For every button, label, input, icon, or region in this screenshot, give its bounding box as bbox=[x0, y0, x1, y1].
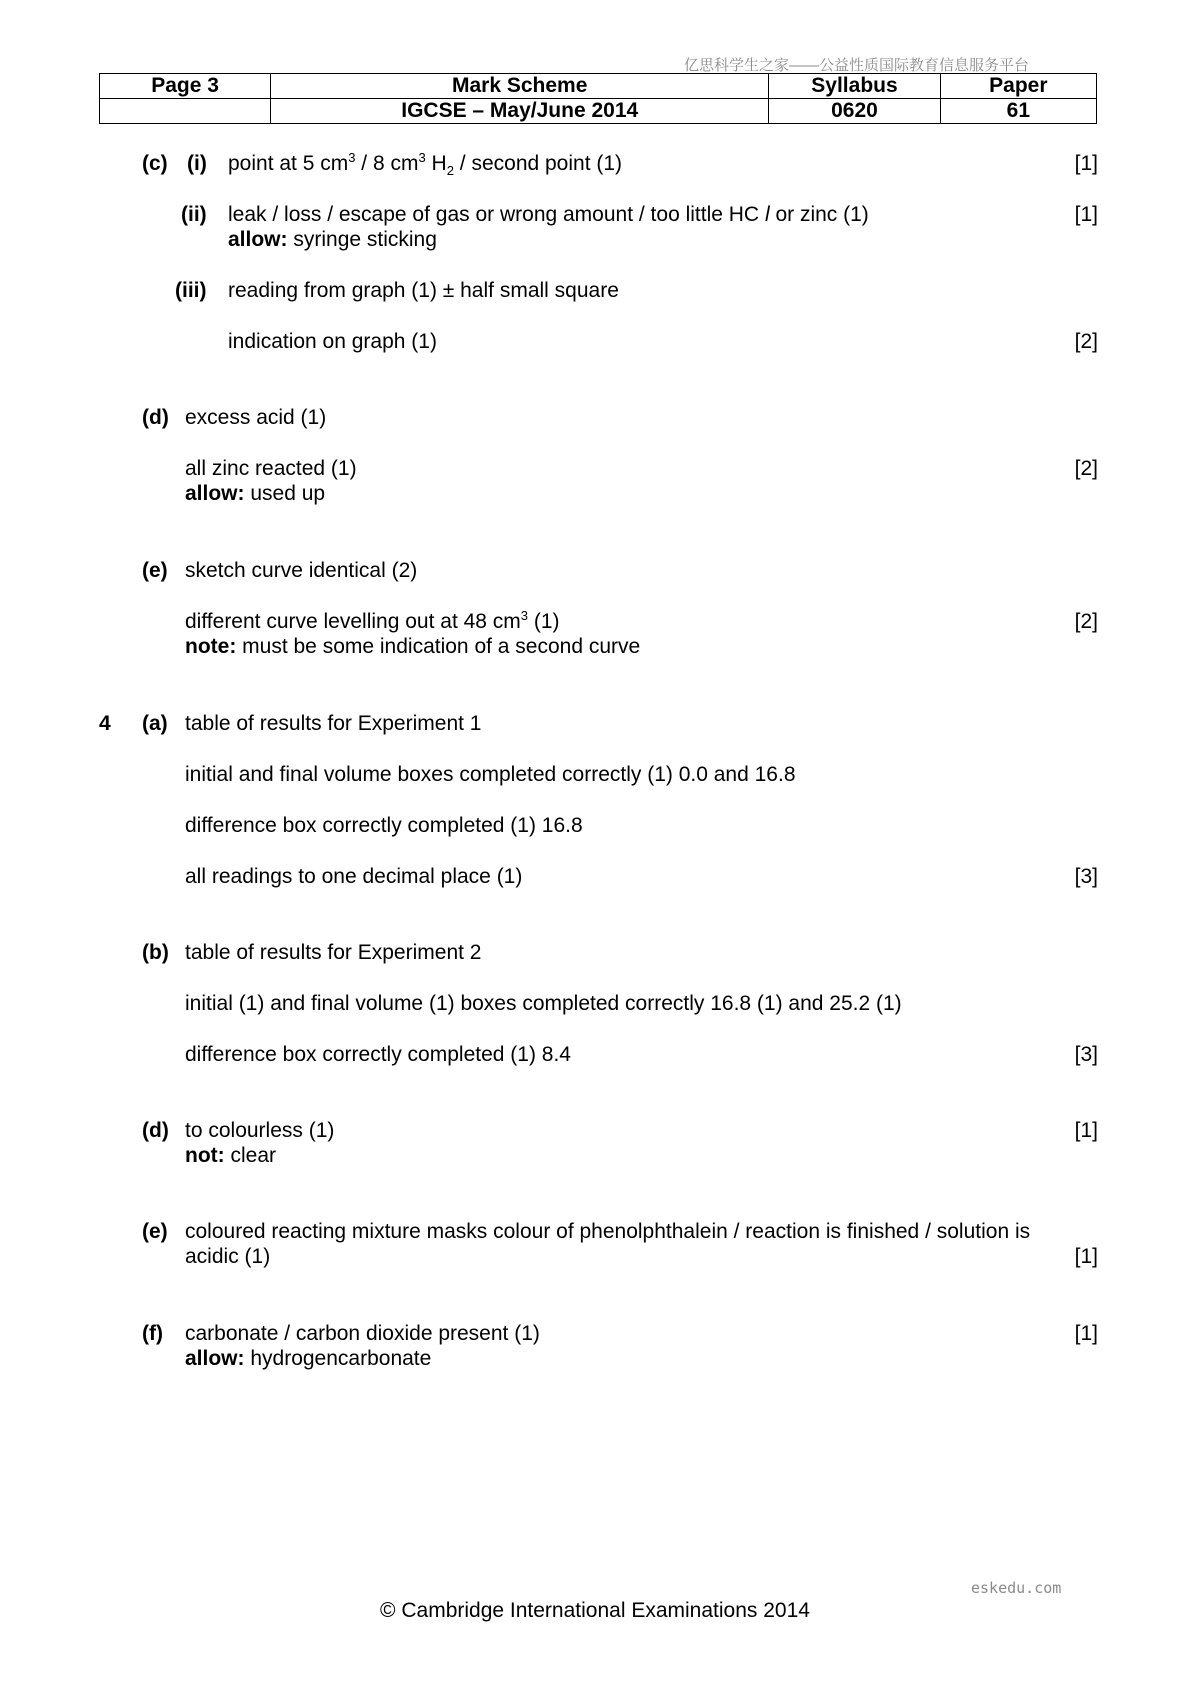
part-label: (d) bbox=[142, 1119, 169, 1142]
mark: [1] bbox=[1074, 152, 1098, 175]
answer-text: table of results for Experiment 2 bbox=[185, 941, 482, 964]
part-label: (b) bbox=[142, 941, 169, 964]
part-label: (a) bbox=[142, 712, 168, 735]
answer-text: carbonate / carbon dioxide present (1) bbox=[185, 1322, 540, 1345]
answer-text: reading from graph (1) ± half small square bbox=[228, 279, 619, 302]
header-paper-number: 61 bbox=[940, 99, 1096, 124]
note: note: must be some indication of a second curve bbox=[185, 635, 641, 658]
header-table bbox=[99, 73, 1097, 124]
answer-text: initial (1) and final volume (1) boxes completed correctly 16.8 (1) and 25.2 (1) bbox=[185, 992, 902, 1015]
mark: [1] bbox=[1074, 203, 1098, 226]
subpart-label: (iii) bbox=[175, 279, 207, 302]
part-label: (e) bbox=[142, 559, 168, 582]
allow-note: allow: used up bbox=[185, 482, 326, 505]
mark: [2] bbox=[1074, 610, 1098, 633]
mark: [1] bbox=[1074, 1119, 1098, 1142]
answer-text: indication on graph (1) bbox=[228, 330, 437, 353]
footer-copyright: © Cambridge International Examinations 2014 bbox=[380, 1599, 810, 1622]
watermark-site: eskedu.com bbox=[971, 1579, 1062, 1597]
answer-text: to colourless (1) bbox=[185, 1119, 335, 1142]
answer-text: all zinc reacted (1) bbox=[185, 457, 357, 480]
header-page: Page 3 bbox=[100, 74, 271, 99]
answer-text: different curve levelling out at 48 $cm^3$ (1) bbox=[185, 608, 560, 633]
header-blank bbox=[100, 99, 271, 124]
answer-text: sketch curve identical (2) bbox=[185, 559, 418, 582]
allow-note: allow: syringe sticking bbox=[228, 228, 437, 251]
watermark-text: 亿思科学生之家——公益性质国际教育信息服务平台 bbox=[684, 57, 1030, 74]
mark: [2] bbox=[1074, 457, 1098, 480]
answer-text: difference box correctly completed (1) 16.8 bbox=[185, 814, 583, 837]
mark: [1] bbox=[1074, 1322, 1098, 1345]
answer-text: point at 5 $cm^3 / 8$ $cm^3$ $H_2$ / second point (1) bbox=[228, 150, 623, 179]
header-syllabus: Syllabus bbox=[769, 74, 940, 99]
question-number: 4 bbox=[99, 712, 111, 735]
part-label: (c) bbox=[142, 152, 168, 175]
header-syllabus-code: 0620 bbox=[769, 99, 940, 124]
answer-text: coloured reacting mixture masks colour of phenolphthalein / reaction is finished / solution is bbox=[185, 1220, 1031, 1243]
header-mark-scheme: Mark Scheme bbox=[271, 74, 769, 99]
header-row bbox=[100, 74, 1097, 99]
answer-text: acidic (1) bbox=[185, 1245, 271, 1268]
header-exam: IGCSE – May/June 2014 bbox=[271, 99, 769, 124]
part-label: (f) bbox=[142, 1322, 163, 1345]
part-label: (d) bbox=[142, 406, 169, 429]
answer-text: initial and final volume boxes completed correctly (1) 0.0 and 16.8 bbox=[185, 763, 796, 786]
part-label: (e) bbox=[142, 1220, 168, 1243]
subpart-label: (i) bbox=[187, 152, 207, 175]
mark: [3] bbox=[1074, 1043, 1098, 1066]
header-row bbox=[100, 99, 1097, 124]
header-paper: Paper bbox=[940, 74, 1096, 99]
mark: [2] bbox=[1074, 330, 1098, 353]
mark: [1] bbox=[1074, 1245, 1098, 1268]
subpart-label: (ii) bbox=[181, 203, 207, 226]
answer-text: excess acid (1) bbox=[185, 406, 327, 429]
not-note: not: clear bbox=[185, 1144, 277, 1167]
answer-text: leak / loss / escape of gas or wrong amount / too little HC l or zinc (1) bbox=[228, 203, 869, 226]
allow-note: allow: hydrogencarbonate bbox=[185, 1347, 432, 1370]
answer-text: difference box correctly completed (1) 8.4 bbox=[185, 1043, 571, 1066]
answer-text: all readings to one decimal place (1) bbox=[185, 865, 523, 888]
mark: [3] bbox=[1074, 865, 1098, 888]
answer-text: table of results for Experiment 1 bbox=[185, 712, 482, 735]
